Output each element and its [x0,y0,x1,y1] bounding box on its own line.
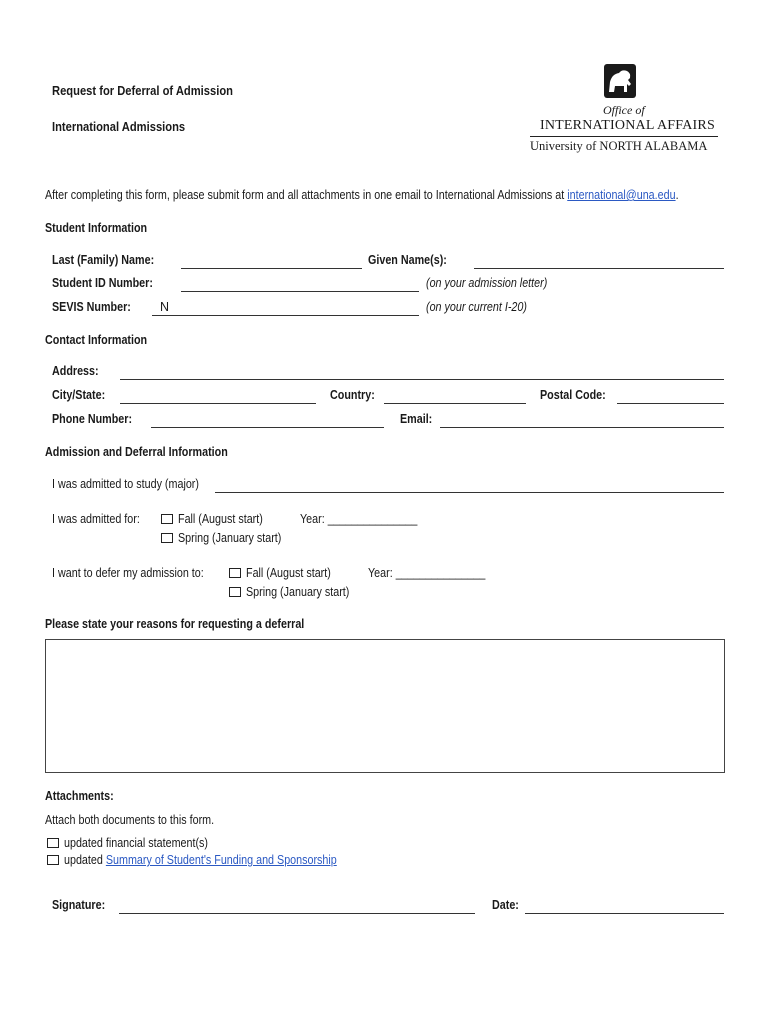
postal-code-field[interactable] [617,403,724,404]
checkbox-icon[interactable] [161,533,173,543]
checkbox-icon[interactable] [47,855,59,865]
logo-international-affairs: INTERNATIONAL AFFAIRS [540,118,715,133]
admitted-year-field[interactable]: Year: _______________ [300,512,418,526]
email-label: Email: [400,412,433,426]
date-label: Date: [492,898,519,912]
postal-code-label: Postal Code: [540,388,606,402]
reasons-textarea[interactable] [45,639,725,773]
address-label: Address: [52,364,99,378]
city-state-field[interactable] [120,403,316,404]
country-label: Country: [330,388,375,402]
attachment-financial[interactable]: updated financial statement(s) [47,836,231,850]
student-id-field[interactable] [181,291,419,292]
date-field[interactable] [525,913,724,914]
email-field[interactable] [440,427,724,428]
student-id-hint: (on your admission letter) [426,276,548,290]
phone-label: Phone Number: [52,412,133,426]
reasons-heading: Please state your reasons for requesting a deferral [45,617,305,631]
email-link[interactable]: international@una.edu [567,188,676,202]
major-field[interactable] [215,492,724,493]
phone-field[interactable] [151,427,384,428]
checkbox-icon[interactable] [161,514,173,524]
sevis-label: SEVIS Number: [52,300,131,314]
attachments-instruction: Attach both documents to this form. [45,813,215,827]
signature-field[interactable] [119,913,475,914]
sevis-hint: (on your current I-20) [426,300,527,314]
logo-university: University of NORTH ALABAMA [530,139,708,153]
last-name-label: Last (Family) Name: [52,253,155,267]
lion-icon [600,62,640,100]
defer-fall-option[interactable]: Fall (August start) [229,566,345,580]
checkbox-icon[interactable] [47,838,59,848]
defer-spring-option[interactable]: Spring (January start) [229,585,366,599]
signature-label: Signature: [52,898,106,912]
form-title: Request for Deferral of Admission [52,83,233,98]
logo-office-of: Office of [603,103,645,117]
defer-label: I want to defer my admission to: [52,566,204,580]
form-subtitle: International Admissions [52,119,186,134]
attachments-heading: Attachments: [45,789,114,803]
last-name-field[interactable] [181,268,362,269]
student-info-heading: Student Information [45,221,148,235]
admitted-spring-option[interactable]: Spring (January start) [161,531,298,545]
student-id-label: Student ID Number: [52,276,153,290]
defer-year-field[interactable]: Year: _______________ [368,566,486,580]
country-field[interactable] [384,403,526,404]
admission-heading: Admission and Deferral Information [45,445,228,459]
intro-text: After completing this form, please submit form and all attachments in one email to International Admissions at international@una.edu. [45,188,679,202]
checkbox-icon[interactable] [229,568,241,578]
given-name-label: Given Name(s): [368,253,447,267]
given-name-field[interactable] [474,268,724,269]
sevis-field[interactable] [152,315,419,316]
address-field[interactable] [120,379,724,380]
summary-funding-link[interactable]: Summary of Student's Funding and Sponsorship [105,853,337,867]
checkbox-icon[interactable] [229,587,241,597]
logo-divider [530,136,718,137]
admitted-for-label: I was admitted for: [52,512,140,526]
major-label: I was admitted to study (major) [52,477,199,491]
admitted-fall-option[interactable]: Fall (August start) [161,512,277,526]
attachment-summary[interactable]: updated Summary of Student's Funding and Sponsorship [47,853,381,867]
city-state-label: City/State: [52,388,106,402]
contact-info-heading: Contact Information [45,333,148,347]
sevis-prefix: N [160,300,170,314]
